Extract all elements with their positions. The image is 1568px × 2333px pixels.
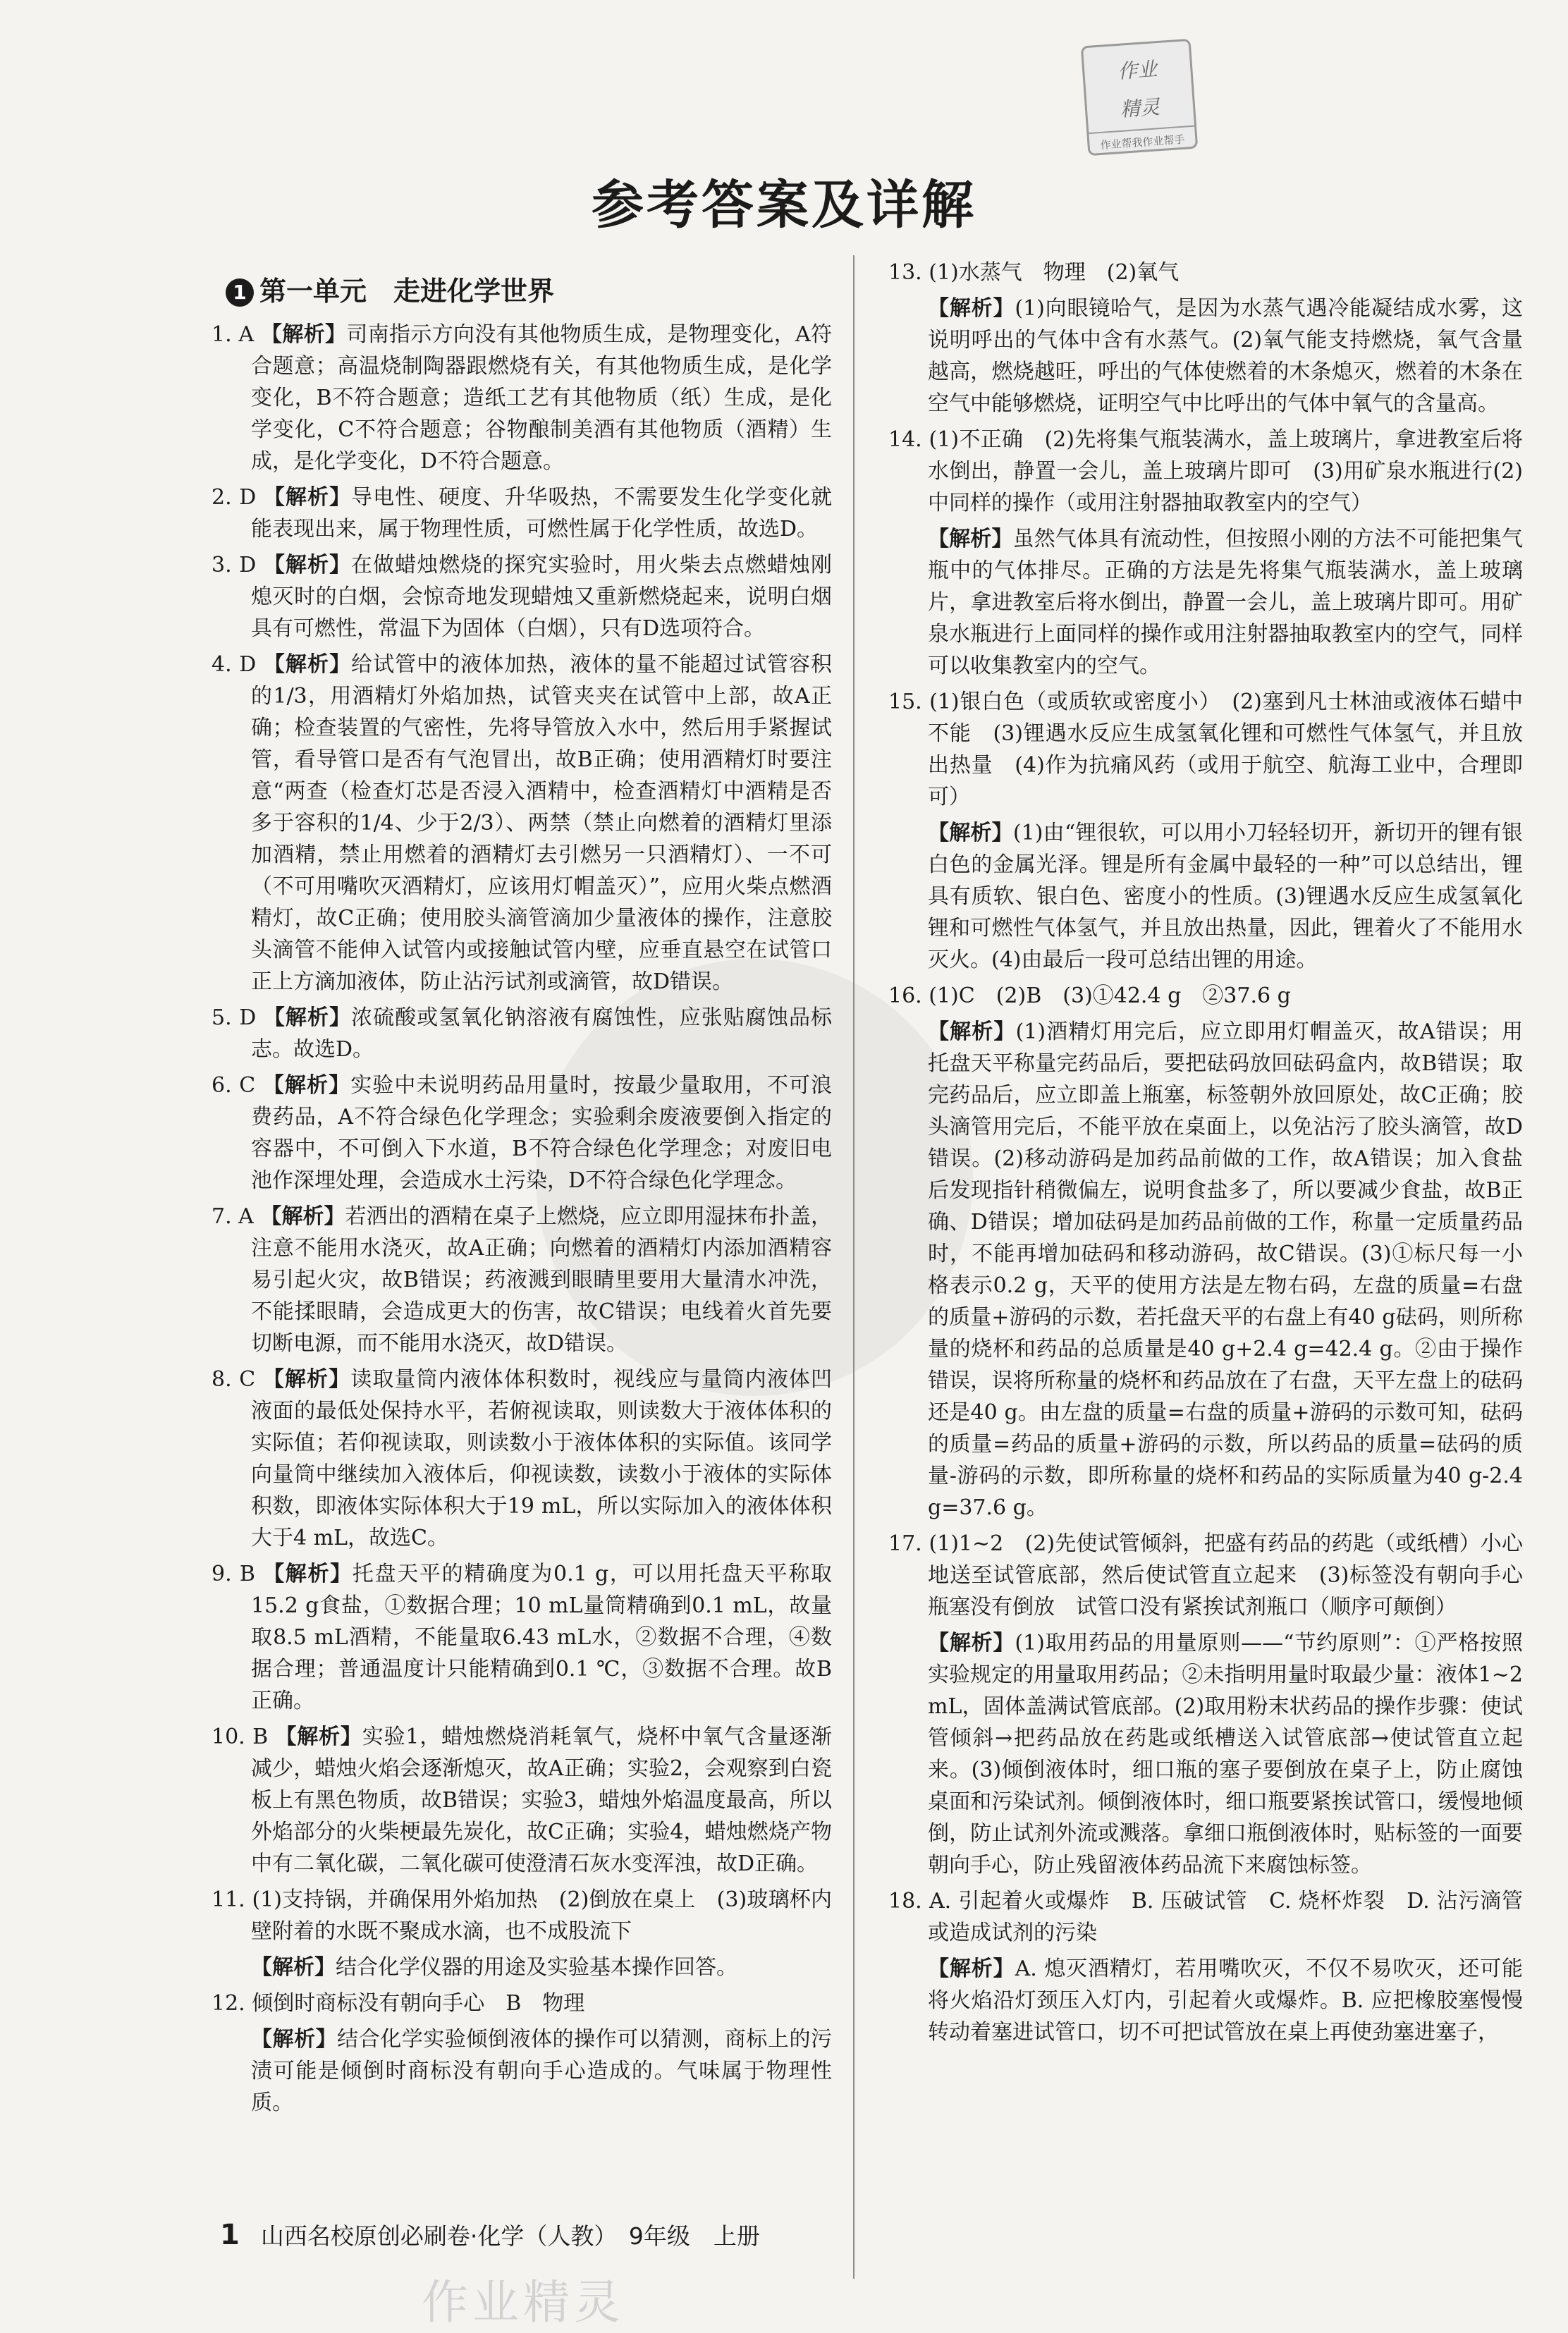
answer-item: [212, 1364, 832, 1554]
analysis-tag: 【解析】: [263, 485, 352, 510]
analysis-text: 导电性、硬度、升华吸热，不需要发生化学变化就能表现出来，属于物理性质，可燃性属于化学性质，故选D。: [251, 485, 833, 541]
question-number: 15.: [888, 690, 922, 714]
answer-item: [212, 319, 832, 477]
answer-text: (1)水蒸气 物理 (2)氧气: [929, 260, 1180, 285]
analysis-tag: 【解析】: [928, 821, 1013, 845]
unit-heading-text: 第一单元 走进化学世界: [259, 276, 555, 307]
analysis-text: 浓硫酸或氢氧化钠溶液有腐蚀性，应张贴腐蚀品标志。故选D。: [251, 1005, 833, 1062]
analysis-tag: 【解析】: [262, 1073, 351, 1098]
answer-item: [212, 482, 832, 545]
analysis-tag: 【解析】: [260, 1204, 345, 1229]
analysis-text: (1)由“锂很软，可以用小刀轻轻切开，新切开的锂有银白色的金属光泽。锂是所有金属中最轻的一种”可以总结出，锂具有质软、银白色、密度小的性质。(3)锂遇水反应生成氢氧化锂和可燃性气体氢气，并且放出热量，因此，锂着火了不能用水灭火。(4)由最后一段可总结出锂的用途。: [928, 821, 1523, 972]
question-answer: 1. A: [212, 322, 255, 347]
analysis-tag: 【解析】: [928, 1631, 1015, 1655]
analysis-block: [212, 1952, 832, 1983]
footer-book-title: 山西名校原创必刷卷·化学（人教） 9年级 上册: [260, 2222, 760, 2250]
analysis-text: 在做蜡烛燃烧的探究实验时，用火柴去点燃蜡烛刚熄灭时的白烟，会惊奇地发现蜡烛又重新燃烧起来，说明白烟具有可燃性，常温下为固体（白烟），只有D选项符合。: [251, 553, 833, 641]
question-number: 16.: [888, 984, 922, 1008]
question-number: 18.: [888, 1889, 922, 1913]
stamp-text-1: 作业: [1117, 57, 1158, 84]
question-number: 11.: [212, 1887, 245, 1912]
question-answer: 6. C: [212, 1073, 256, 1098]
answer-text: (1)银白色（或质软或密度小） (2)塞到凡士林油或液体石蜡中 不能 (3)锂遇水反应生成氢氧化锂和可燃性气体氢气，并且放出热量 (4)作为抗痛风药（或用于航空、航海工业中，合理即可）: [928, 690, 1544, 809]
analysis-block: [888, 817, 1523, 976]
analysis-text: 读取量筒内液体体积数时，视线应与量筒内液体凹液面的最低处保持水平，若俯视读取，则读数大于液体体积的实际值；若仰视读取，则读数小于液体体积的实际值。该同学向量筒中继续加入液体后，仰视读数，读数小于液体的实际体积数，即液体实际体积大于19 mL，所以实际加入的液体体积大于4 mL，故选C。: [251, 1367, 832, 1550]
column-divider: [853, 255, 855, 2279]
analysis-block: [888, 523, 1523, 682]
homework-stamp-logo: [1081, 39, 1199, 157]
answer-item: [888, 257, 1523, 288]
analysis-text: 若洒出的酒精在桌子上燃烧，应立即用湿抹布扑盖，注意不能用水浇灭，故A正确；向燃着的酒精灯内添加酒精容易引起火灾，故B错误；药液溅到眼睛里要用大量清水冲洗，不能揉眼睛，会造成更大的伤害，故C错误；电线着火首先要切断电源，而不能用水浇灭，故D错误。: [251, 1204, 833, 1356]
analysis-tag: 【解析】: [928, 527, 1013, 551]
answer-item: [212, 1721, 832, 1880]
analysis-tag: 【解析】: [251, 2027, 338, 2052]
page-title: 参考答案及详解: [592, 175, 976, 235]
analysis-tag: 【解析】: [263, 652, 352, 677]
stamp-caption: 作业帮我作业帮手: [1089, 125, 1196, 153]
question-number: 17.: [888, 1531, 922, 1556]
left-column: [212, 319, 832, 2123]
answer-text: (1)支持锅，并确保用外焰加热 (2)倒放在桌上 (3)玻璃杯内壁附着的水既不聚成水滴，也不成股流下: [251, 1887, 832, 1944]
analysis-text: 结合化学实验倾倒液体的操作可以猜测，商标上的污渍可能是倾倒时商标没有朝向手心造成的。气味属于物理性质。: [251, 2027, 833, 2115]
answer-text: (1)不正确 (2)先将集气瓶装满水，盖上玻璃片，拿进教室后将水倒出，静置一会儿，盖上玻璃片即可 (3)用矿泉水瓶进行(2)中同样的操作（或用注射器抽取教室内的空气）: [928, 427, 1523, 515]
answer-item: [888, 1885, 1523, 1949]
answer-item: [212, 1070, 832, 1196]
question-answer: 5. D: [212, 1005, 257, 1030]
analysis-tag: 【解析】: [263, 553, 352, 577]
analysis-block: [888, 1953, 1523, 2048]
answer-item: [212, 1988, 832, 2019]
answer-item: [212, 649, 832, 998]
analysis-text: (1)向眼镜哈气，是因为水蒸气遇冷能凝结成水雾，这说明呼出的气体中含有水蒸气。(2)氧气能支持燃烧，氧气含量越高，燃烧越旺，呼出的气体使燃着的木条熄灭，燃着的木条在空气中能够燃烧，证明空气中比呼出的气体中氧气的含量高。: [928, 296, 1523, 416]
analysis-text: (1)取用药品的用量原则——“节约原则”：①严格按照实验规定的用量取用药品；②未指明用量时取最少量：液体1~2 mL，固体盖满试管底部。(2)取用粉末状药品的操作步骤：使试管倾斜→把药品放在药匙或纸槽送入试管底部→使试管直立起来。(3)倾倒液体时，细口瓶的塞子要倒放在桌子上，防止腐蚀桌面和污染试剂。倾倒液体时，细口瓶要紧挨试管口，缓慢地倾倒，防止试剂外流或溅落。拿细口瓶倒液体时，贴标签的一面要朝向手心，防止残留液体药品流下来腐蚀标签。: [928, 1631, 1524, 1878]
answer-text: 倾倒时商标没有朝向手心 B 物理: [252, 1991, 585, 2016]
answer-item: [212, 549, 832, 644]
answer-item: [888, 1528, 1544, 1623]
answer-text: A. 引起着火或爆炸 B. 压破试管 C. 烧杯炸裂 D. 沾污滴管或造成试剂的污染: [928, 1889, 1523, 1945]
analysis-tag: 【解析】: [928, 1957, 1015, 1981]
answer-item: [888, 686, 1544, 813]
analysis-tag: 【解析】: [251, 1955, 336, 1980]
analysis-text: (1)酒精灯用完后，应立即用灯帽盖灭，故A错误；用托盘天平称量完药品后，要把砝码放回砝码盒内，故B错误；取完药品后，应立即盖上瓶塞，标签朝外放回原处，故C正确；胶头滴管用完后，不能平放在桌面上，以免沾污了胶头滴管，故D错误。(2)移动游码是加药品前做的工作，故A错误；加入食盐后发现指针稍微偏左，说明食盐多了，所以要减少食盐，故B正确、D错误；增加砝码是加药品前做的工作，称量一定质量药品时，不能再增加砝码和移动游码，故C错误。(3)①标尺每一小格表示0.2 g，天平的使用方法是左物右码，左盘的质量=右盘的质量+游码的示数，若托盘天平的右盘上有40 g砝码，则所称量的烧杯和药品的总质量是40 g+2.4 g=42.4 g。②由于操作错误，误将所称量的烧杯和药品放在了右盘，天平左盘上的砝码还是40 g。由左盘的质量=右盘的质量+游码的示数可知，砝码的质量=药品的质量+游码的示数，所以药品的质量=砝码的质量-游码的示数，即所称量的烧杯和药品的实际质量为40 g-2.4 g=37.6 g。: [928, 1019, 1523, 1520]
page-number: 1: [220, 2219, 240, 2251]
question-answer: 9. B: [212, 1562, 255, 1586]
analysis-tag: 【解析】: [262, 1367, 351, 1392]
question-answer: 3. D: [212, 553, 257, 577]
answer-item: [212, 1201, 832, 1359]
right-column: [888, 257, 1544, 2052]
analysis-text: A. 熄灭酒精灯，若用嘴吹灭，不仅不易吹灭，还可能将火焰沿灯颈压入灯内，引起着火或爆炸。B. 应把橡胶塞慢慢转动着塞进试管口，切不可把试管放在桌上再使劲塞进塞子，: [928, 1957, 1523, 2045]
analysis-block: [212, 2023, 832, 2119]
analysis-tag: 【解析】: [275, 1725, 362, 1749]
question-answer: 8. C: [212, 1367, 256, 1392]
analysis-text: 虽然气体具有流动性，但按照小刚的方法不可能把集气瓶中的气体排尽。正确的方法是先将集气瓶装满水，盖上玻璃片，拿进教室后将水倒出，静置一会儿，盖上玻璃片即可。用矿泉水瓶进行上面同样的操作或用注射器抽取教室内的空气，同样可以收集教室内的空气。: [928, 527, 1524, 678]
answer-item: [212, 1884, 832, 1947]
analysis-tag: 【解析】: [263, 1562, 353, 1586]
answer-item: [212, 1002, 832, 1065]
question-answer: 2. D: [212, 485, 257, 510]
analysis-text: 结合化学仪器的用途及实验基本操作回答。: [336, 1955, 737, 1980]
question-number: 13.: [888, 260, 922, 285]
answer-text: (1)1~2 (2)先使试管倾斜，把盛有药品的药匙（或纸槽）小心地送至试管底部，然后使试管直立起来 (3)标签没有朝向手心 瓶塞没有倒放 试管口没有紧挨试剂瓶口（顺序可颠倒）: [928, 1531, 1544, 1619]
analysis-block: [888, 1016, 1523, 1524]
analysis-tag: 【解析】: [928, 1019, 1016, 1044]
analysis-tag: 【解析】: [928, 296, 1015, 321]
analysis-block: [888, 293, 1523, 420]
analysis-block: [888, 1627, 1523, 1881]
unit-number-badge: 1: [226, 278, 254, 307]
stamp-text-2: 精灵: [1119, 95, 1161, 121]
question-number: 12.: [212, 1991, 245, 2016]
footer-watermark-text: 作业精灵: [422, 2275, 625, 2329]
page-footer: [220, 2218, 760, 2251]
analysis-tag: 【解析】: [263, 1005, 352, 1030]
analysis-text: 实验1，蜡烛燃烧消耗氧气，烧杯中氧气含量逐渐减少，蜡烛火焰会逐渐熄灭，故A正确；实验2，会观察到白瓷板上有黑色物质，故B错误；实验3，蜡烛外焰温度最高，所以外焰部分的火柴梗最先炭化，故C正确；实验4，蜡烛燃烧产物中有二氧化碳，二氧化碳可使澄清石灰水变浑浊，故D正确。: [251, 1725, 832, 1876]
analysis-text: 司南指示方向没有其他物质生成，是物理变化，A符合题意；高温烧制陶器跟燃烧有关，有其他物质生成，是化学变化，B不符合题意；造纸工艺有其他物质（纸）生成，是化学变化，C不符合题意；谷物酿制美酒有其他物质（酒精）生成，是化学变化，D不符合题意。: [251, 322, 832, 474]
answer-item: [888, 424, 1523, 519]
analysis-tag: 【解析】: [261, 322, 347, 347]
answer-text: (1)C (2)B (3)①42.4 g ②37.6 g: [929, 984, 1291, 1008]
answer-item: [212, 1558, 832, 1717]
question-answer: 4. D: [212, 652, 257, 677]
analysis-text: 实验中未说明药品用量时，按最少量取用，不可浪费药品，A不符合绿色化学理念；实验剩余废液要倒入指定的容器中，不可倒入下水道，B不符合绿色化学理念；对废旧电池作深埋处理，会造成水土污染，D不符合绿色化学理念。: [251, 1073, 832, 1193]
analysis-text: 给试管中的液体加热，液体的量不能超过试管容积的1/3，用酒精灯外焰加热，试管夹夹在试管中上部，故A正确；检查装置的气密性，先将导管放入水中，然后用手紧握试管，看导管口是否有气泡冒出，故B正确；使用酒精灯时要注意“两查（检查灯芯是否浸入酒精中，检查酒精灯中酒精是否多于容积的1/4、少于2/3）、两禁（禁止向燃着的酒精灯里添加酒精，禁止用燃着的酒精灯去引燃另一只酒精灯）、一不可（不可用嘴吹灭酒精灯，应该用灯帽盖灭）”，应用火柴点燃酒精灯，故C正确；使用胶头滴管滴加少量液体的操作，注意胶头滴管不能伸入试管内或接触试管内壁，应垂直悬空在试管口正上方滴加液体，防止沾污试剂或滴管，故D错误。: [251, 652, 833, 994]
question-answer: 7. A: [212, 1204, 254, 1229]
question-answer: 10. B: [212, 1725, 269, 1749]
unit-heading: [226, 269, 554, 308]
analysis-text: 托盘天平的精确度为0.1 g，可以用托盘天平称取15.2 g食盐，①数据合理；10 mL量筒精确到0.1 mL，故量取8.5 mL酒精，不能量取6.43 mL水，②数据不合理，④数据合理；普通温度计只能精确到0.1 ℃，③数据不合理。故B正确。: [251, 1562, 833, 1713]
answer-item: [888, 980, 1523, 1012]
question-number: 14.: [888, 427, 922, 452]
